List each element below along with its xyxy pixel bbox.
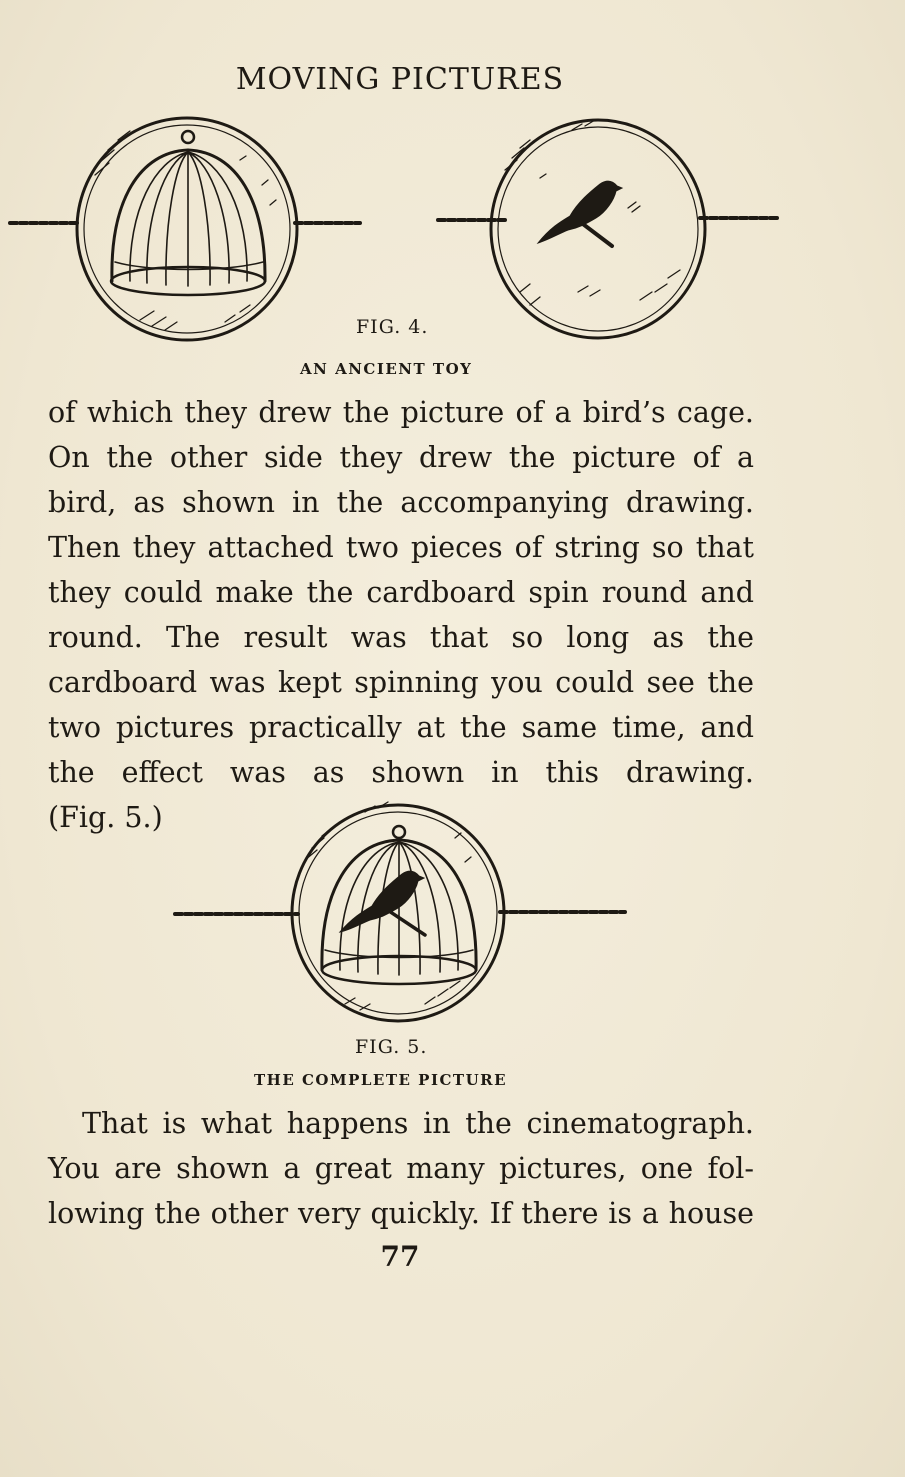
text-line: cardboard was kept spinning you could see the (48, 666, 754, 699)
text-line: You are shown a great many pictures, one fol- (48, 1152, 754, 1185)
text-line: of which they drew the picture of a bird’s cage. (48, 396, 754, 429)
text-line: That is what happens in the cinematograph. (82, 1107, 754, 1140)
page-number: 77 (380, 1240, 420, 1273)
text-line: bird, as shown in the accompanying drawing. (48, 486, 754, 519)
text-line: the effect was as shown in this drawing. (48, 756, 754, 789)
text-line: two pictures practically at the same time, and (48, 711, 754, 744)
text-line: lowing the other very quickly. If there is a house (48, 1197, 754, 1230)
text-line: (Fig. 5.) (48, 801, 163, 834)
text-line: Then they attached two pieces of string so that (48, 531, 754, 564)
figure-5-title: THE COMPLETE PICTURE (254, 1071, 508, 1089)
text-line: round. The result was that so long as the (48, 621, 754, 654)
running-head: MOVING PICTURES (235, 62, 565, 97)
figure-5-label: FIG. 5. (355, 1036, 428, 1058)
bird-in-cage-disc-icon (175, 802, 625, 1021)
figure-4-title: AN ANCIENT TOY (300, 360, 473, 378)
text-line: they could make the cardboard spin round and (48, 576, 754, 609)
paragraph-2 (48, 1102, 754, 1237)
text-line: On the other side they drew the picture of a (48, 441, 754, 474)
figure-4-label: FIG. 4. (356, 316, 429, 338)
